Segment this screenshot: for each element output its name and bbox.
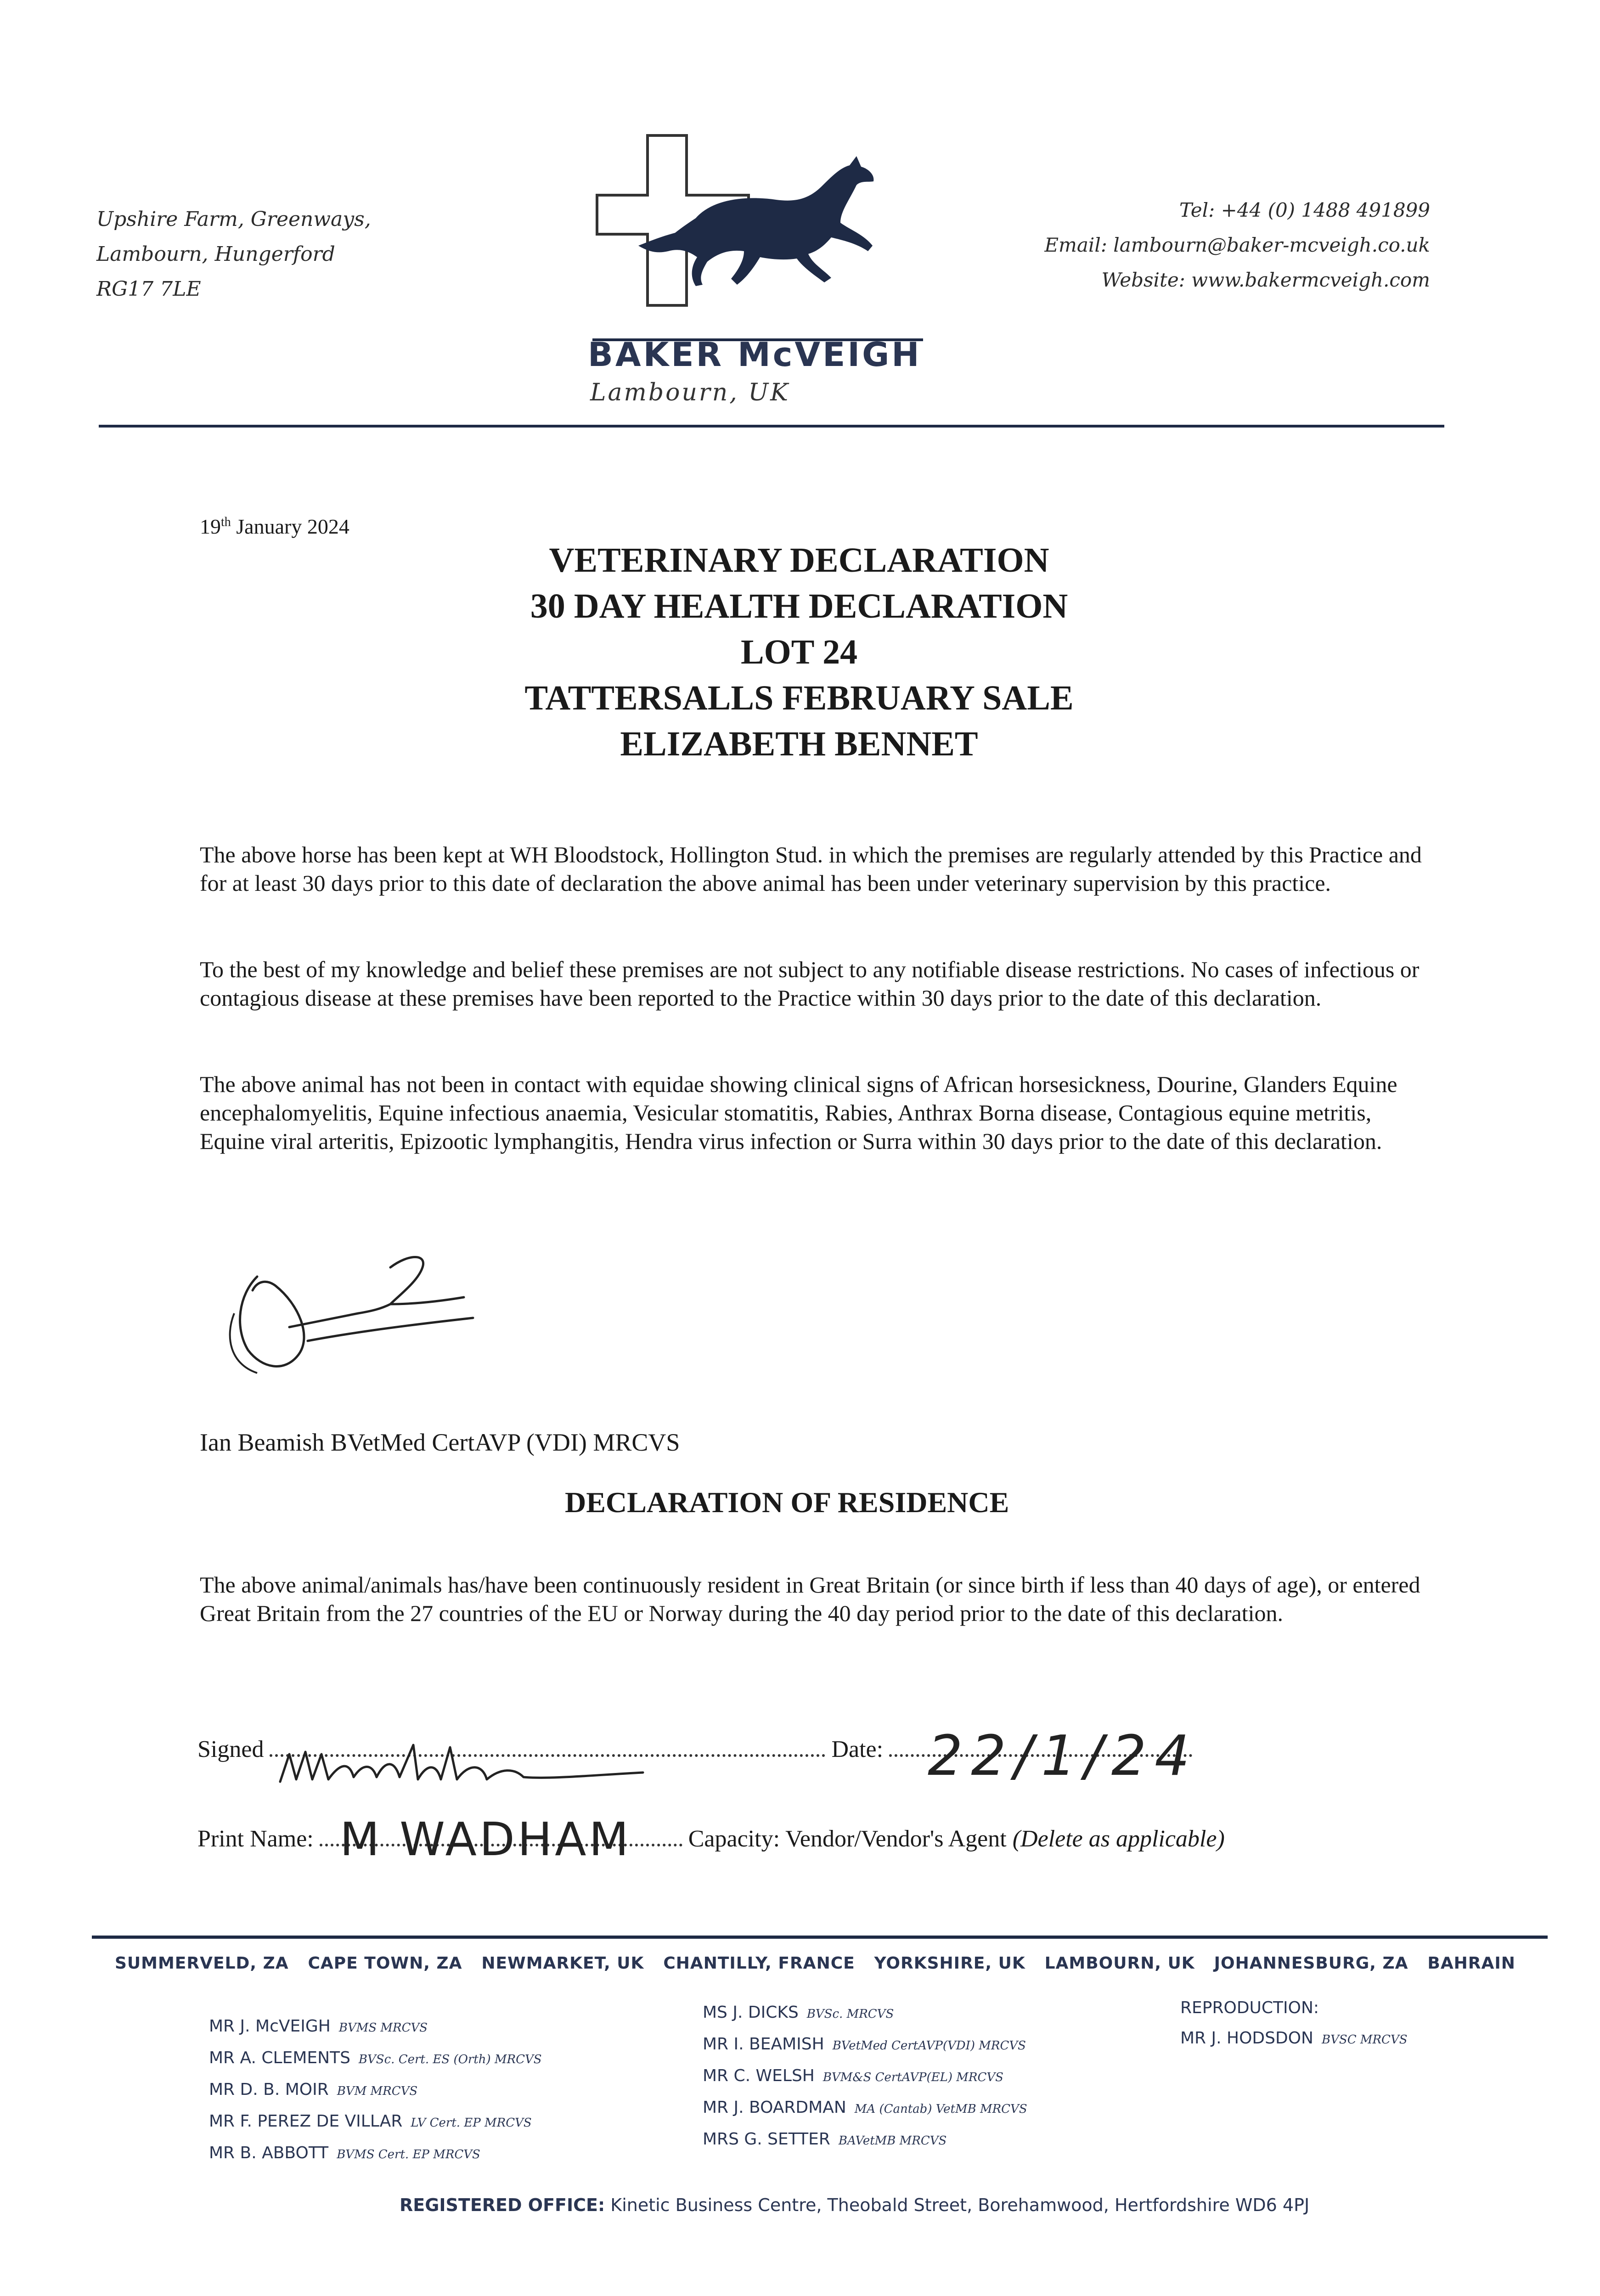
staff-quals: BVSc. Cert. ES (Orth) MRCVS [358,2053,542,2066]
staff-member [703,2093,1027,2124]
staff-quals: BVMS Cert. EP MRCVS [337,2148,480,2161]
vendor-signature [276,1736,657,1791]
handwritten-date [923,1727,1217,1786]
staff-name: MRS G. SETTER [703,2130,830,2149]
location-item: LAMBOURN, UK [1044,1954,1195,1973]
staff-member [703,2029,1027,2061]
practice-contact [1044,193,1430,298]
staff-name: MR C. WELSH [703,2066,815,2085]
print-name-label: Print Name: [197,1826,314,1852]
footer-divider [92,1936,1548,1939]
staff-name: MR B. ABBOTT [209,2144,329,2162]
heading-line: ELIZABETH BENNET [620,725,978,763]
staff-member [703,2124,1027,2156]
brand-location: Lambourn, UK [590,379,790,406]
staff-quals: BVSC MRCVS [1322,2033,1408,2047]
address-line: RG17 7LE [96,277,201,301]
heading-line: LOT 24 [740,633,858,671]
staff-member [209,2106,542,2138]
staff-member [209,2043,542,2075]
registered-office [400,2195,1309,2215]
declaration-headings [358,537,1240,767]
location-item: CAPE TOWN, ZA [308,1954,462,1973]
cross-horse-logo-icon [592,131,923,347]
staff-name: MR J. McVEIGH [209,2017,331,2036]
staff-member [703,1998,1027,2029]
office-address: Kinetic Business Centre, Theobald Street, Borehamwood, Hertfordshire WD6 4PJ [610,2195,1310,2215]
staff-name: MR D. B. MOIR [209,2080,329,2099]
staff-quals: BVMS MRCVS [338,2021,428,2035]
vet-signature [207,1235,491,1387]
capacity-label: Capacity: Vendor/Vendor's Agent [688,1826,1007,1852]
staff-member [209,2138,542,2170]
address-line: Upshire Farm, Greenways, [96,208,371,231]
staff-name: MS J. DICKS [703,2003,799,2022]
location-item: BAHRAIN [1427,1954,1515,1973]
staff-quals: BVM&S CertAVP(EL) MRCVS [823,2071,1003,2084]
staff-name: MR J. HODSDON [1180,2029,1313,2048]
address-line: Lambourn, Hungerford [96,242,335,266]
location-item: CHANTILLY, FRANCE [663,1954,855,1973]
staff-name: MR F. PEREZ DE VILLAR [209,2112,403,2131]
location-item: NEWMARKET, UK [481,1954,644,1973]
staff-member [209,2075,542,2106]
office-locations [115,1954,1515,1973]
staff-column-1 [209,2011,542,2170]
staff-quals: BVetMed CertAVP(VDI) MRCVS [832,2039,1026,2053]
brand-name: BAKER McVEIGH [588,335,922,374]
date-suffix: th [221,515,231,529]
staff-quals: BVM MRCVS [337,2084,418,2098]
staff-name: MR I. BEAMISH [703,2035,824,2054]
contact-website: Website: www.bakermcveigh.com [1101,269,1430,291]
staff-quals: BAVetMB MRCVS [838,2134,947,2148]
handwritten-print-name [340,1809,689,1864]
capacity-note: (Delete as applicable) [1012,1826,1225,1852]
staff-member [1180,2023,1408,2055]
vet-name: Ian Beamish BVetMed CertAVP (VDI) MRCVS [200,1429,680,1456]
practice-address [96,202,371,307]
location-item: SUMMERVELD, ZA [115,1954,289,1973]
location-item: JOHANNESBURG, ZA [1214,1954,1408,1973]
staff-name: MR A. CLEMENTS [209,2048,350,2067]
location-item: YORKSHIRE, UK [874,1954,1025,1973]
residence-title: DECLARATION OF RESIDENCE [565,1486,1009,1519]
handwritten-name-svg [340,1809,689,1864]
heading-line: TATTERSALLS FEBRUARY SALE [524,679,1074,717]
contact-phone: Tel: +44 (0) 1488 491899 [1179,199,1430,221]
handwritten-date-svg [923,1727,1217,1786]
heading-line: VETERINARY DECLARATION [549,541,1049,580]
document-date [200,514,349,539]
handwritten-signature-icon [207,1235,491,1387]
paragraph-premises: The above horse has been kept at WH Bloodstock, Hollington Stud. in which the premises are regularly attended by this Practice and for at least 30 days prior to this date of declaration the above animal has been under veterinary supervision by this practice. [200,842,1422,896]
staff-quals: LV Cert. EP MRCVS [411,2116,532,2130]
staff-column-reproduction [1180,1993,1408,2055]
print-name-handwriting: M WADHAM [340,1812,631,1864]
staff-member [209,2011,542,2043]
date-day: 19 [200,515,221,538]
staff-quals: MA (Cantab) VetMB MRCVS [854,2102,1027,2116]
paragraph-restrictions: To the best of my knowledge and belief these premises are not subject to any notifiable disease restrictions. No cases of infectious or contagious disease at these premises have been reported to the Practice within 30 days prior to the date of this declaration. [200,957,1420,1011]
header-divider [99,425,1444,428]
staff-column-2 [703,1998,1027,2156]
date-label: Date: [831,1736,884,1762]
baker-mcveigh-logo [592,131,923,347]
staff-quals: BVSc. MRCVS [806,2007,894,2021]
date-month-year: January 2024 [231,515,349,538]
staff-name: MR J. BOARDMAN [703,2098,846,2117]
paragraph-residence: The above animal/animals has/have been continuously resident in Great Britain (or since birth if less than 40 days of age), or entered Great Britain from the 27 countries of the EU or Norway during the 40 day period prior to the date of this declaration. [200,1572,1420,1626]
date-handwriting: 22/1/24 [928,1727,1198,1786]
staff-member [703,2061,1027,2093]
heading-line: 30 DAY HEALTH DECLARATION [530,587,1068,625]
handwritten-signature-icon [276,1736,657,1791]
reproduction-label: REPRODUCTION: [1180,1998,1319,2017]
contact-email: Email: lambourn@baker-mcveigh.co.uk [1044,234,1430,256]
signed-label: Signed [197,1736,264,1762]
office-label: REGISTERED OFFICE: [400,2195,605,2215]
paragraph-contact: The above animal has not been in contact with equidae showing clinical signs of African horsesickness, Dourine, Glanders Equine encephalomyelitis, Equine infectious anaemia, Vesicular stomatitis, Rabies, Anthrax Borna disease, Contagious equine metritis, Equine viral arteritis, Epizootic lymphangitis, Hendra virus infection or Surra within 30 days prior to the date of this declaration. [200,1071,1397,1154]
